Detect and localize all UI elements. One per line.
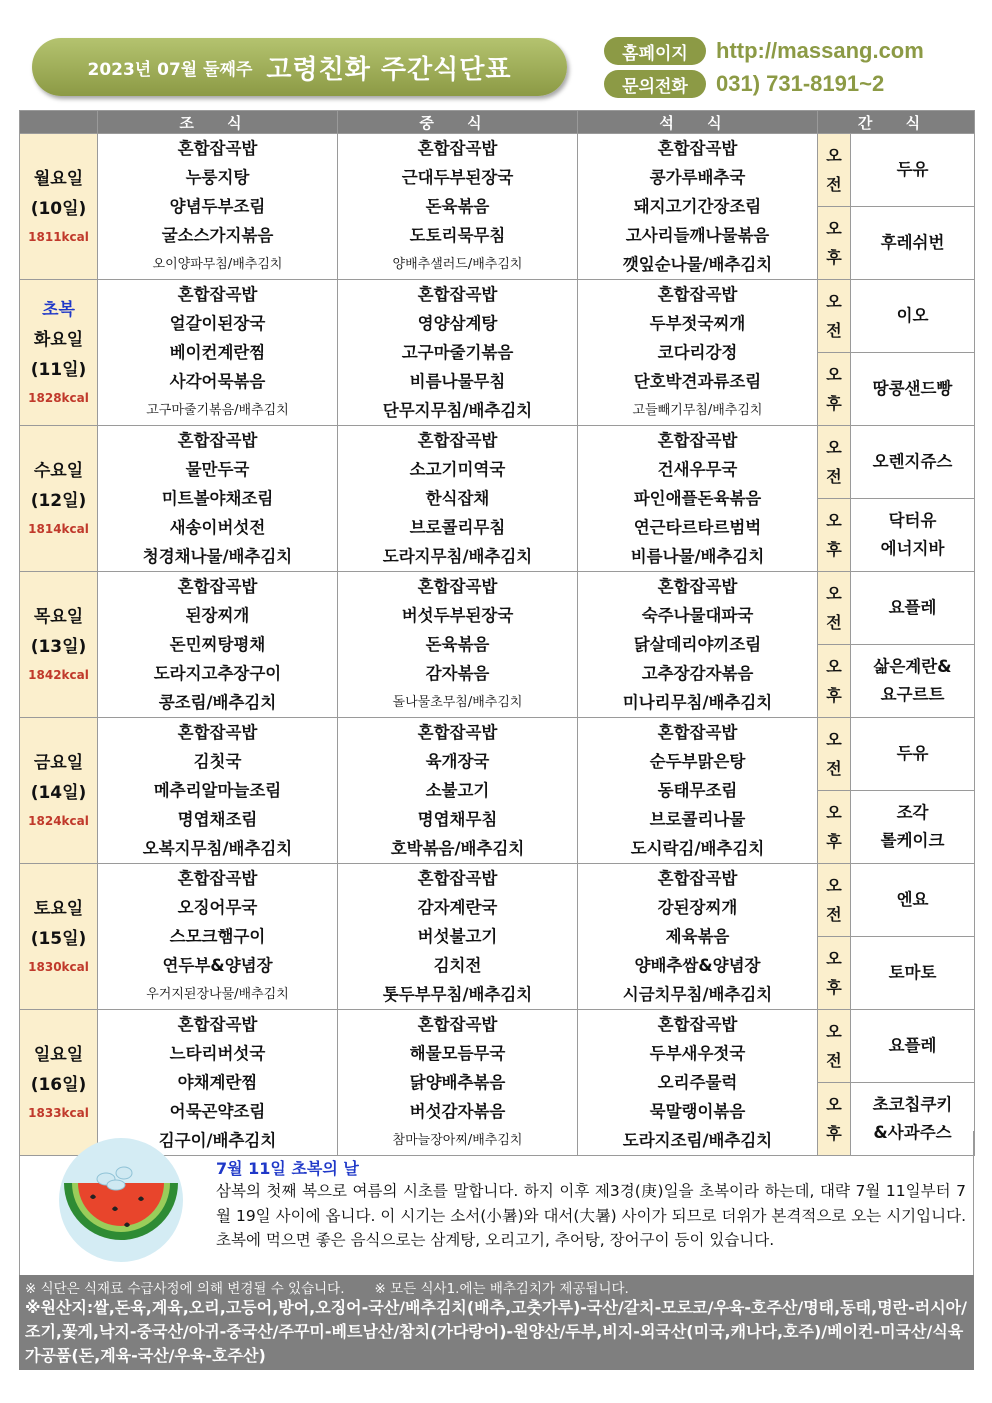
lunch-cell [338,134,578,280]
menu-item: 닭살데리야끼조림 [633,635,762,654]
menu-item: 굴소스가지볶음 [161,226,274,245]
menu-item: 혼합잡곡밥 [177,869,258,888]
title-prefix: 2023년 07월 둘째주 [87,59,253,80]
footer-note-change: ※ 식단은 식재료 수급사정에 의해 변경될 수 있습니다. [25,1281,345,1297]
menu-item: 혼합잡곡밥 [177,285,258,304]
homepage-link[interactable]: http://massang.com [716,38,924,63]
day-kcal: 1824kcal [28,813,89,828]
day-name: 토요일 [33,898,84,919]
breakfast-cell [98,572,338,718]
period-char: 오 [826,949,842,968]
menu-item: 도라지고추장구이 [153,664,282,683]
breakfast-cell [98,134,338,280]
period-char: 후 [826,540,842,559]
period-char: 오 [826,146,842,165]
day-kcal: 1830kcal [28,959,89,974]
day-date: (11일) [30,359,87,380]
snack-period-label [818,645,851,718]
snack-item: 요플레 [888,598,937,617]
table-row [20,1010,975,1083]
am-snack-cell [851,718,975,791]
period-char: 오 [826,803,842,822]
menu-item: 미나리무침/배추김치 [622,693,773,712]
day-cell [20,134,98,280]
menu-item: 메추리알마늘조림 [153,781,282,800]
day-name: 월요일 [33,168,84,189]
menu-item: 혼합잡곡밥 [417,577,498,596]
menu-item: 브로콜리무침 [409,518,506,537]
lunch-cell [338,718,578,864]
menu-item: 혼합잡곡밥 [657,869,738,888]
day-name: 일요일 [33,1044,84,1065]
menu-item: 소불고기 [425,781,490,800]
menu-item: 감자계란국 [417,898,498,917]
snack-item: 요플레 [888,1036,937,1055]
snack-item: 땅콩샌드빵 [872,379,953,398]
menu-item: 오복지무침/배추김치 [142,839,293,858]
menu-item: 우거지된장나물/배추김치 [146,987,289,1002]
menu-item: 소고기미역국 [409,460,506,479]
period-char: 전 [826,613,842,632]
menu-item: 코다리강정 [657,343,738,362]
menu-item: 깻잎순나물/배추김치 [622,255,773,274]
table-row [20,426,975,499]
menu-item: 혼합잡곡밥 [417,723,498,742]
pm-snack-cell [851,499,975,572]
menu-item: 야채계란찜 [177,1073,258,1092]
lunch-cell [338,864,578,1010]
menu-item: 비름나물무침 [409,372,506,391]
menu-item: 혼합잡곡밥 [177,1015,258,1034]
pm-snack-cell [851,207,975,280]
day-date: (16일) [30,1074,87,1095]
menu-item: 도토리묵무침 [409,226,506,245]
lunch-cell [338,426,578,572]
day-cell [20,864,98,1010]
day-note: 초복 [42,299,75,320]
snack-period-label [818,791,851,864]
snack-item: 두유 [896,160,929,179]
snack-period-label [818,426,851,499]
homepage-row [604,37,924,65]
menu-item: 베이컨계란찜 [169,343,266,362]
snack-item: 토마토 [888,963,937,982]
snack-period-label [818,280,851,353]
table-header-row [20,111,975,134]
column-header-snack: 간 식 [818,111,975,134]
table-row [20,718,975,791]
menu-item: 단무지무침/배추김치 [382,401,533,420]
period-char: 오 [826,730,842,749]
day-name: 금요일 [33,752,84,773]
menu-item: 동태무조림 [657,781,738,800]
snack-item: 오렌지쥬스 [872,452,953,471]
menu-item: 물만두국 [185,460,250,479]
page-title [32,38,567,96]
menu-item: 연근타르타르범벅 [633,518,762,537]
period-char: 오 [826,1095,842,1114]
menu-item: 혼합잡곡밥 [177,723,258,742]
phone-label: 문의전화 [604,70,706,98]
menu-item: 고추장감자볶음 [641,664,754,683]
period-char: 오 [826,438,842,457]
period-char: 오 [826,876,842,895]
day-cell [20,572,98,718]
period-char: 후 [826,978,842,997]
menu-item: 양념두부조림 [169,197,266,216]
pm-snack-cell [851,353,975,426]
snack-period-label [818,572,851,645]
menu-item: 돈육볶음 [425,197,490,216]
menu-item: 양배추샐러드/배추김치 [392,257,523,272]
menu-item: 영양삼계탕 [417,314,498,333]
period-char: 오 [826,292,842,311]
menu-item: 혼합잡곡밥 [657,431,738,450]
menu-item: 고구마줄기볶음/배추김치 [146,403,289,418]
day-cell [20,718,98,864]
menu-item: 혼합잡곡밥 [657,577,738,596]
snack-item: &사과주스 [873,1123,952,1142]
lunch-cell [338,280,578,426]
table-row [20,134,975,207]
am-snack-cell [851,280,975,353]
menu-item: 혼합잡곡밥 [417,869,498,888]
menu-item: 호박볶음/배추김치 [390,839,525,858]
period-char: 오 [826,511,842,530]
period-char: 후 [826,1124,842,1143]
menu-item: 숙주나물대파국 [641,606,754,625]
menu-item: 감자볶음 [425,664,490,683]
day-date: (12일) [30,490,87,511]
menu-item: 돈육볶음 [425,635,490,654]
menu-item: 도라지조림/배추김치 [622,1131,773,1150]
menu-item: 혼합잡곡밥 [417,1015,498,1034]
dinner-cell [578,572,818,718]
day-name: 수요일 [33,460,84,481]
menu-item: 돈민찌탕평채 [169,635,266,654]
menu-item: 새송이버섯전 [169,518,266,537]
phone-number: 031) 731-8191~2 [716,71,885,96]
menu-item: 오이양파무침/배추김치 [152,257,283,272]
snack-item: 요구르트 [880,685,945,704]
dinner-cell [578,864,818,1010]
breakfast-cell [98,864,338,1010]
footer-note-kimchi: ※ 모든 식사1.에는 배추김치가 제공됩니다. [374,1281,629,1297]
column-header-lunch: 중 식 [338,111,578,134]
menu-item: 브로콜리나물 [649,810,746,829]
period-char: 오 [826,219,842,238]
breakfast-cell [98,280,338,426]
menu-item: 두부새우젓국 [649,1044,746,1063]
table-row [20,864,975,937]
origin-info: ※원산지:쌀,돈육,계육,오리,고등어,방어,오징어-국산/배추김치(배추,고춧가루)-국산/갈치-모로코/우육-호주산/명태,동태,명란-러시아/조기,꽃게,낙지-중국산/아귀-중국산/주꾸미-베트남산/참치(가다랑어)-원양산/두부,비지-외국산(미국,캐나다,호주)/베이컨-미국산/식육가공품(돈,계육-국산/우육-호주산) [25,1298,967,1365]
am-snack-cell [851,864,975,937]
menu-item: 혼합잡곡밥 [657,285,738,304]
menu-item: 김칫국 [193,752,242,771]
menu-item: 콩조림/배추김치 [158,693,277,712]
menu-item: 파인애플돈육볶음 [633,489,762,508]
menu-item: 느타리버섯국 [169,1044,266,1063]
menu-item: 혼합잡곡밥 [417,431,498,450]
weekly-menu-table [19,110,975,1156]
snack-item: 에너지바 [880,539,945,558]
snack-item: 엔요 [896,890,929,909]
snack-period-label [818,1010,851,1083]
menu-item: 고사리들깨나물볶음 [625,226,770,245]
period-char: 후 [826,394,842,413]
day-kcal: 1811kcal [28,229,89,244]
menu-item: 두부젓국찌개 [649,314,746,333]
snack-period-label [818,353,851,426]
period-char: 전 [826,905,842,924]
day-name: 목요일 [33,606,84,627]
snack-item: 롤케이크 [880,831,945,850]
snack-period-label [818,207,851,280]
menu-item: 누룽지탕 [185,168,250,187]
menu-item: 얼갈이된장국 [169,314,266,333]
menu-item: 김치전 [433,956,482,975]
breakfast-cell [98,718,338,864]
menu-item: 건새우무국 [657,460,738,479]
day-date: (13일) [30,636,87,657]
notice-box [19,1131,974,1276]
menu-item: 혼합잡곡밥 [657,1015,738,1034]
notice-body: 삼복의 첫째 복으로 여름의 시초를 말합니다. 하지 이후 제3경(庚)일을 초복이라 하는데, 대략 7월 11일부터 7월 19일 사이에 옵니다. 이 시기는 소서(小暑)와 대서(大暑) 사이가 되므로 더위가 본격적으로 오는 시기입니다. 초복에 먹으면 좋은 음식으로는 삼계탕, 오리고기, 추어탕, 장어구이 등이 있습니다. [216,1182,966,1249]
menu-item: 톳두부무침/배추김치 [382,985,533,1004]
period-char: 전 [826,759,842,778]
footer-notes [19,1275,974,1370]
menu-item: 혼합잡곡밥 [177,139,258,158]
menu-item: 도라지무침/배추김치 [382,547,533,566]
menu-item: 닭양배추볶음 [409,1073,506,1092]
period-char: 후 [826,832,842,851]
notice-title: 7월 11일 초복의 날 [216,1159,359,1178]
day-cell [20,426,98,572]
menu-item: 근대두부된장국 [401,168,514,187]
menu-item: 해물모듬무국 [409,1044,506,1063]
menu-item: 혼합잡곡밥 [657,723,738,742]
menu-item: 스모크햄구이 [169,927,266,946]
menu-item: 혼합잡곡밥 [177,577,258,596]
menu-item: 강된장찌개 [657,898,738,917]
menu-item: 된장찌개 [185,606,250,625]
menu-item: 콩가루배추국 [649,168,746,187]
corner-header [20,111,98,134]
menu-item: 버섯감자볶음 [409,1102,506,1121]
menu-item: 육개장국 [425,752,490,771]
day-date: (10일) [30,198,87,219]
snack-period-label [818,134,851,207]
footer-notice-line [25,1277,629,1297]
menu-item: 묵말랭이볶음 [649,1102,746,1121]
column-header-breakfast: 조 식 [98,111,338,134]
menu-item: 단호박견과류조림 [633,372,762,391]
snack-item: 닥터유 [888,511,937,530]
watermelon-icon [50,1137,192,1263]
menu-item: 돼지고기간장조림 [633,197,762,216]
menu-item: 연두부&양념장 [162,956,273,975]
table-row [20,280,975,353]
period-char: 전 [826,467,842,486]
period-char: 후 [826,686,842,705]
menu-item: 고들빼기무침/배추김치 [632,403,763,418]
dinner-cell [578,718,818,864]
menu-item: 미트볼야채조림 [161,489,274,508]
menu-item: 오리주물럭 [657,1073,738,1092]
day-date: (15일) [30,928,87,949]
dinner-cell [578,134,818,280]
homepage-label: 홈페이지 [604,37,706,65]
snack-item: 삶은계란& [873,657,952,676]
snack-period-label [818,937,851,1010]
menu-item: 버섯불고기 [417,927,498,946]
table-row [20,572,975,645]
period-char: 오 [826,584,842,603]
period-char: 오 [826,365,842,384]
pm-snack-cell [851,791,975,864]
snack-period-label [818,718,851,791]
menu-item: 순두부맑은탕 [649,752,746,771]
menu-item: 혼합잡곡밥 [657,139,738,158]
pm-snack-cell [851,645,975,718]
snack-period-label [818,499,851,572]
menu-item: 제육볶음 [665,927,730,946]
menu-item: 버섯두부된장국 [401,606,514,625]
breakfast-cell [98,426,338,572]
menu-item: 혼합잡곡밥 [417,139,498,158]
am-snack-cell [851,426,975,499]
snack-item: 이오 [896,306,929,325]
day-cell [20,280,98,426]
menu-item: 명엽채무침 [417,810,498,829]
am-snack-cell [851,1010,975,1083]
lunch-cell [338,572,578,718]
dinner-cell [578,426,818,572]
day-kcal: 1828kcal [28,390,89,405]
menu-item: 혼합잡곡밥 [417,285,498,304]
menu-item: 양배추쌈&양념장 [634,956,761,975]
period-char: 전 [826,175,842,194]
phone-row [604,70,884,98]
snack-item: 조각 [896,803,929,822]
column-header-dinner: 석 식 [578,111,818,134]
title-main: 고령친화 주간식단표 [266,54,512,85]
dinner-cell [578,280,818,426]
menu-item: 사각어묵볶음 [169,372,266,391]
menu-item: 한식잡채 [425,489,490,508]
menu-item: 도시락김/배추김치 [630,839,765,858]
menu-item: 시금치무침/배추김치 [622,985,773,1004]
menu-item: 명엽채조림 [177,810,258,829]
day-name: 화요일 [33,329,84,350]
menu-item: 참마늘장아찌/배추김치 [392,1133,523,1148]
period-char: 전 [826,1051,842,1070]
menu-item: 혼합잡곡밥 [177,431,258,450]
menu-item: 오징어무국 [177,898,258,917]
day-kcal: 1833kcal [28,1105,89,1120]
menu-item: 고구마줄기볶음 [401,343,514,362]
menu-item: 김구이/배추김치 [158,1131,277,1150]
period-char: 오 [826,657,842,676]
snack-item: 초코칩쿠키 [872,1095,953,1114]
snack-item: 후레쉬번 [880,233,945,252]
day-date: (14일) [30,782,87,803]
day-kcal: 1842kcal [28,667,89,682]
menu-item: 비름나물/배추김치 [630,547,765,566]
day-kcal: 1814kcal [28,521,89,536]
menu-item: 어묵곤약조림 [169,1102,266,1121]
snack-period-label [818,864,851,937]
period-char: 오 [826,1022,842,1041]
am-snack-cell [851,134,975,207]
am-snack-cell [851,572,975,645]
menu-item: 돌나물초무침/배추김치 [392,695,523,710]
period-char: 후 [826,248,842,267]
period-char: 전 [826,321,842,340]
menu-item: 청경채나물/배추김치 [142,547,293,566]
pm-snack-cell [851,937,975,1010]
snack-item: 두유 [896,744,929,763]
